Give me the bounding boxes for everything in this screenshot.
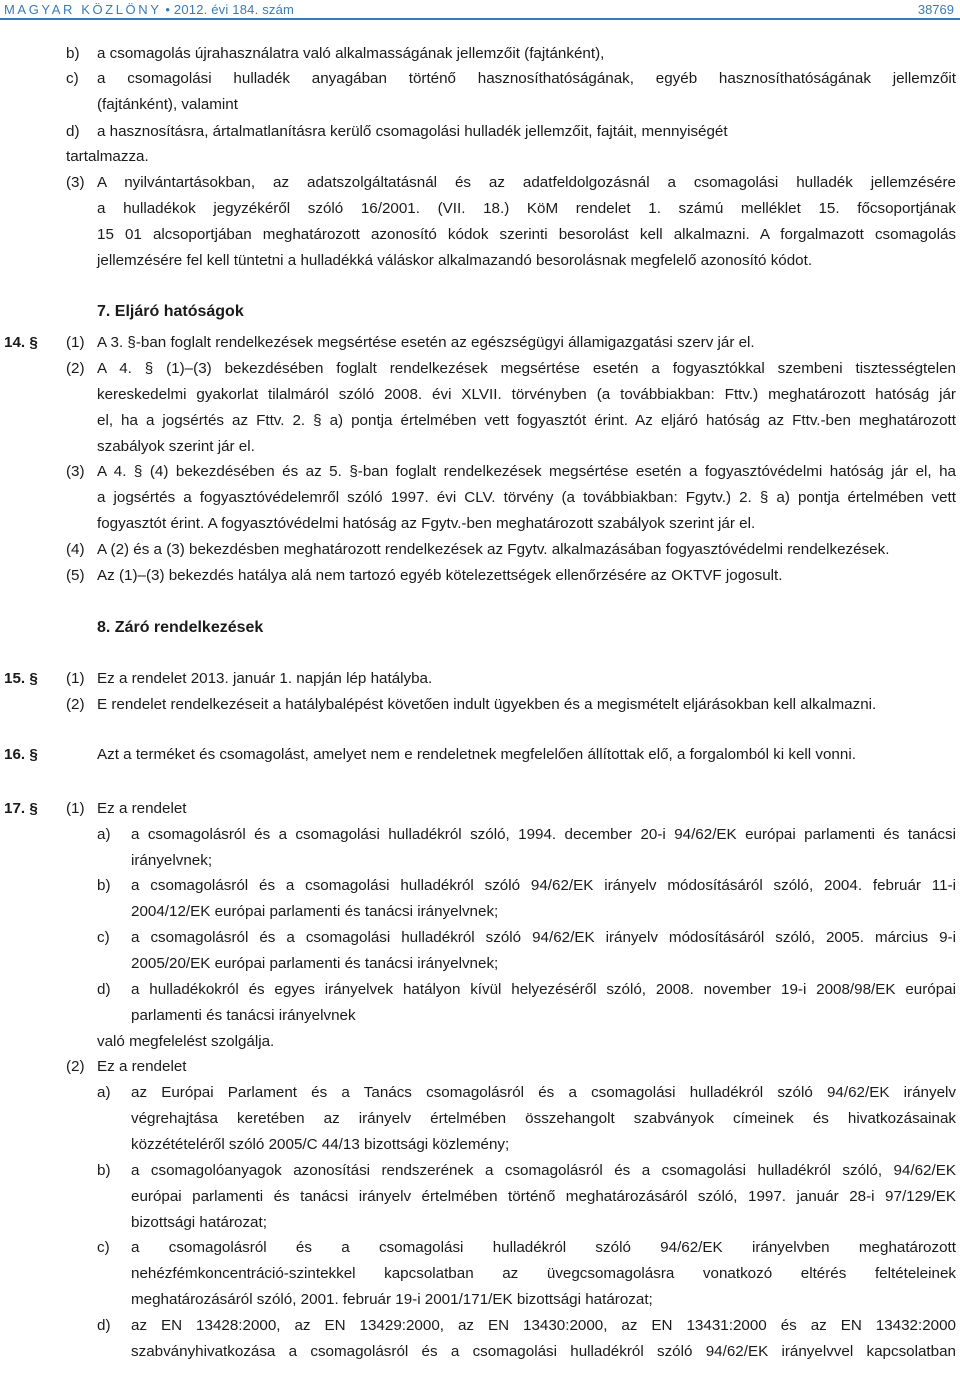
text-line: A 4. § (1)–(3) bekezdésében foglalt rendelkezések megsértése esetén a fogyasztókkal szembeni tisztességtelen [97,360,956,377]
text-line: tartalmazza. [66,148,149,165]
journal-header [4,2,294,17]
text-line: meghatározásáról szóló, 2001. február 19-i 2001/171/EK bizottsági határozat; [131,1291,653,1308]
text-line: A (2) és a (3) bekezdésben meghatározott rendelkezések az Fgytv. alkalmazásában fogyasztóvédelmi rendelkezések. [97,541,890,558]
text-line: szabályok szerint jár el. [97,438,255,455]
text-line: 15 01 alcsoportjában meghatározott azonosító kódok szerinti besorolást kell alkalmazni. A forgalmazott csomagolás [97,226,956,243]
paragraph-number: (1) [66,334,85,351]
item-marker: b) [97,1162,111,1179]
text-line: a csomagolóanyagok azonosítási rendszerének a csomagolásról és a csomagolási hulladékról szóló, 94/62/EK [131,1162,956,1179]
text-line: az Európai Parlament és a Tanács csomagolásról és a csomagolási hulladékról szóló 94/62/EK irányelv [131,1084,956,1101]
text-line: végrehajtása keretében az irányelv értelmében összehangolt szabványok címeinek és hivatkozásainak [131,1110,956,1127]
text-line: a hulladékok jegyzékéről szóló 16/2001. (VII. 18.) KöM rendelet 1. számú melléklet 15. főcsoportjának [97,200,956,217]
text-line: fogyasztót érint. A fogyasztóvédelmi hatóság az Fgytv.-ben meghatározott szabályok szerint jár el. [97,515,756,532]
text-line: szabványhivatkozása a csomagolásról és a csomagolási hulladékról szóló 94/62/EK irányelvvel kapcsolatban [131,1343,956,1360]
paragraph-number: (5) [66,567,85,584]
item-marker: d) [66,123,80,140]
paragraph-number: (3) [66,174,85,191]
section-number: 17. § [4,800,38,817]
text-line: a csomagolásról és a csomagolási hulladékról szóló 94/62/EK irányelv módosításáról szóló, 2005. március 9-i [131,929,956,946]
item-marker: c) [66,70,79,87]
item-marker: c) [97,929,110,946]
item-marker: b) [66,45,80,62]
text-line: való megfelelést szolgálja. [97,1033,275,1050]
text-line: A 4. § (4) bekezdésében és az 5. §-ban foglalt rendelkezések megsértése esetén a fogyasztóvédelmi hatóság jár el, ha [97,463,956,480]
text-line: Ez a rendelet [97,1058,187,1075]
text-line: a csomagolás újrahasználatra való alkalmasságának jellemzőit (fajtánként), [97,45,605,62]
item-marker: d) [97,1317,111,1334]
text-line: Ez a rendelet [97,800,187,817]
issue-number: 2012. évi 184. szám [173,2,295,17]
text-line: 2004/12/EK európai parlamenti és tanácsi irányelvnek; [131,903,499,920]
item-marker: a) [97,826,111,843]
text-line: a csomagolásról és a csomagolási hulladékról szóló, 1994. december 20-i 94/62/EK európai parlamenti és tanácsi [131,826,956,843]
item-marker: c) [97,1239,110,1256]
paragraph-number: (2) [66,360,85,377]
paragraph-number: (2) [66,696,85,713]
paragraph-number: (4) [66,541,85,558]
header-bullet: • [165,2,171,17]
item-marker: d) [97,981,111,998]
text-line: irányelvnek; [131,852,213,869]
text-line: (fajtánként), valamint [97,96,238,113]
item-marker: b) [97,877,111,894]
section-number: 15. § [4,670,38,687]
paragraph-number: (1) [66,670,85,687]
section-number: 16. § [4,746,38,763]
text-line: bizottsági határozat; [131,1214,267,1231]
text-line: jellemzésére fel kell tüntetni a hulladékká váláskor alkalmazandó besorolásnak megfelelő azonosító kódot. [97,252,813,269]
text-line: európai parlamenti és tanácsi irányelv értelmében történő meghatározásáról szóló, 1997. január 28-i 97/129/EK [131,1188,956,1205]
text-line: közzétételéről szóló 2005/C 44/13 bizottsági közlemény; [131,1136,510,1153]
text-line: a csomagolásról és a csomagolási hulladékról szóló 94/62/EK irányelv módosításáról szóló, 2004. február 11-i [131,877,956,894]
text-line: A nyilvántartásokban, az adatszolgáltatásnál és az adatfeldolgozásnál a csomagolási hulladék jellemzésére [97,174,956,191]
text-line: A 3. §-ban foglalt rendelkezések megsértése esetén az egészségügyi államigazgatási szerv jár el. [97,334,755,351]
paragraph-number: (1) [66,800,85,817]
text-line: kereskedelmi gyakorlat tilalmáról szóló 2008. évi XLVII. törvényben (a továbbiakban: Fttv.) meghatározott hatóság jár [97,386,956,403]
paragraph-number: (2) [66,1058,85,1075]
text-line: a hulladékokról és egyes irányelvek hatályon kívül helyezéséről szóló, 2008. november 19-i 2008/98/EK európai [131,981,956,998]
text-line: el, ha a jogsértés az Fttv. 2. § a) pontja értelmében vett fogyasztót érint. Az eljáró hatóság az Fttv.-ben meghatározott [97,412,956,429]
item-marker: a) [97,1084,111,1101]
page-header [0,0,960,22]
text-line: Ez a rendelet 2013. január 1. napján lép hatályba. [97,670,433,687]
text-line: E rendelet rendelkezéseit a hatálybalépést követően indult ügyekben és a megismételt eljárásokban kell alkalmazni. [97,696,877,713]
text-line: parlamenti és tanácsi irányelvnek [131,1007,356,1024]
paragraph-number: (3) [66,463,85,480]
journal-title: MAGYAR KÖZLÖNY [4,2,162,17]
section-heading: 8. Záró rendelkezések [97,619,264,636]
section-number: 14. § [4,334,38,351]
text-line: Azt a terméket és csomagolást, amelyet nem e rendeletnek megfelelően állítottak elő, a forgalomból ki kell vonni. [97,746,856,763]
text-line: 2005/20/EK európai parlamenti és tanácsi irányelvnek; [131,955,499,972]
text-line: Az (1)–(3) bekezdés hatálya alá nem tartozó egyéb kötelezettségek ellenőrzésére az OKTVF jogosult. [97,567,783,584]
text-line: az EN 13428:2000, az EN 13429:2000, az EN 13430:2000, az EN 13431:2000 és az EN 13432:2000 [131,1317,956,1334]
text-line: a csomagolási hulladék anyagában történő hasznosíthatóságának, egyéb hasznosíthatóságának jellemzőit [97,70,956,87]
text-line: a jogsértés a fogyasztóvédelemről szóló 1997. évi CLV. törvény (a továbbiakban: Fgytv.) 2. § a) pontja értelmében vett [97,489,956,506]
text-line: a hasznosításra, ártalmatlanításra kerülő csomagolási hulladék jellemzőit, fajtáit, mennyiségét [97,123,728,140]
section-heading: 7. Eljáró hatóságok [97,303,244,320]
text-line: a csomagolásról és a csomagolási hulladékról szóló 94/62/EK irányelvben meghatározott [131,1239,956,1256]
page-number: 38769 [917,2,954,17]
header-rule [0,18,960,20]
text-line: nehézfémkoncentráció-szintekkel kapcsolatban az üvegcsomagolásra vonatkozó eltérés feltételeinek [131,1265,956,1282]
